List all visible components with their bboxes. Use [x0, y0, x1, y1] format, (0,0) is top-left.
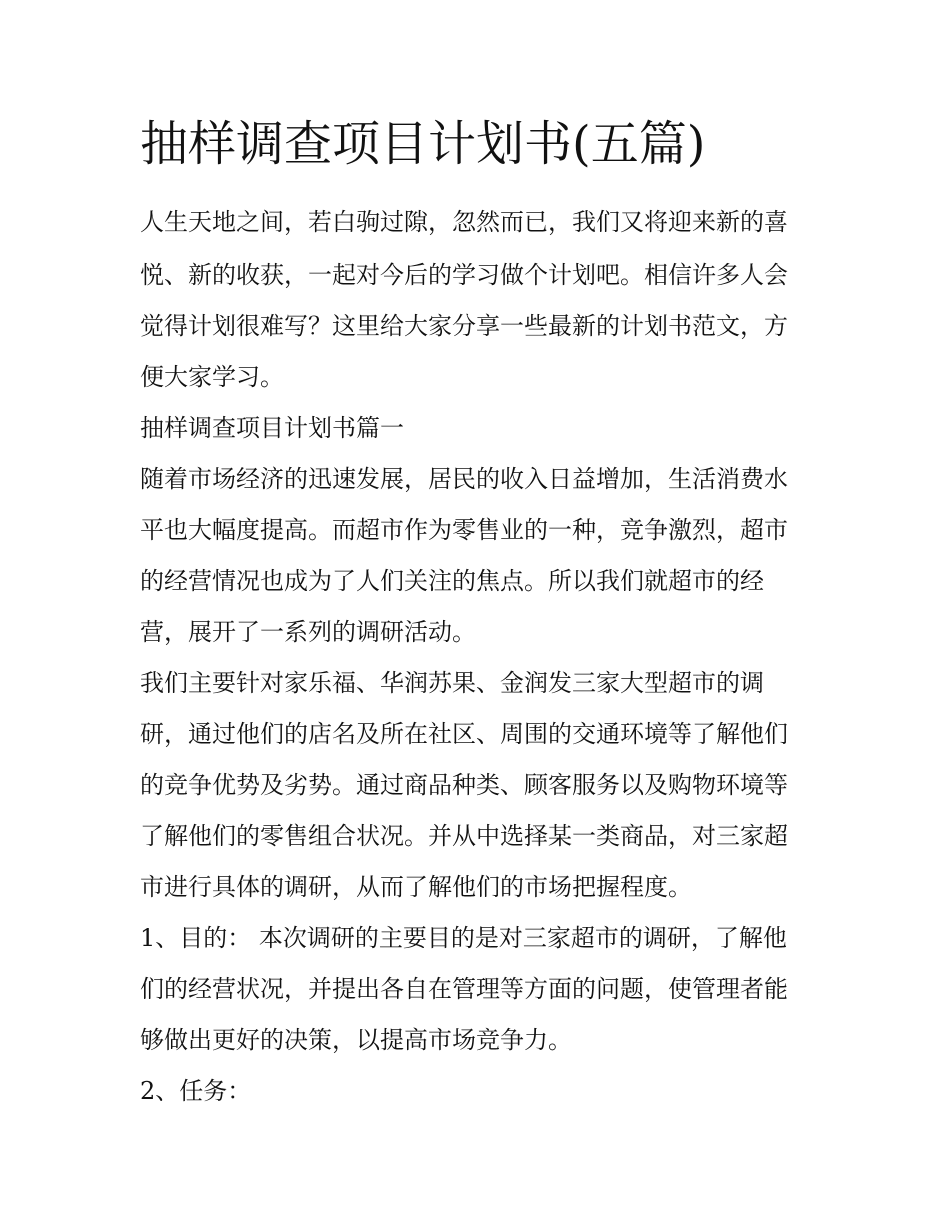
intro-line-4: 便大家学习。 — [140, 363, 284, 391]
body-line-9: 市进行具体的调研，从而了解他们的市场把握程度。 — [140, 873, 692, 901]
purpose-line-3: 够做出更好的决策，以提高市场竞争力。 — [140, 1026, 572, 1054]
intro-line-2: 悦、新的收获，一起对今后的学习做个计划吧。相信许多人会 — [140, 261, 788, 289]
body-line-8: 了解他们的零售组合状况。并从中选择某一类商品，对三家超 — [140, 822, 788, 850]
intro-line-3: 觉得计划很难写？这里给大家分享一些最新的计划书范文，方 — [140, 312, 788, 340]
body-line-6: 研，通过他们的店名及所在社区、周围的交通环境等了解他们 — [140, 720, 788, 748]
purpose-line-1: 1、目的： 本次调研的主要目的是对三家超市的调研，了解他 — [140, 924, 787, 952]
purpose-line-2: 们的经营状况，并提出各自在管理等方面的问题，使管理者能 — [140, 975, 788, 1003]
body-line-7: 的竞争优势及劣势。通过商品种类、顾客服务以及购物环境等 — [140, 771, 788, 799]
body-line-4: 营，展开了一系列的调研活动。 — [140, 618, 476, 646]
body-line-3: 的经营情况也成为了人们关注的焦点。所以我们就超市的经 — [140, 567, 764, 595]
body-line-2: 平也大幅度提高。而超市作为零售业的一种，竞争激烈，超市 — [140, 516, 788, 544]
body-line-1: 随着市场经济的迅速发展，居民的收入日益增加，生活消费水 — [140, 465, 788, 493]
task-heading: 2、任务： — [140, 1077, 252, 1105]
document-title: 抽样调查项目计划书(五篇) — [140, 116, 706, 172]
section-heading: 抽样调查项目计划书篇一 — [140, 414, 404, 442]
body-line-5: 我们主要针对家乐福、华润苏果、金润发三家大型超市的调 — [140, 669, 764, 697]
intro-line-1: 人生天地之间，若白驹过隙，忽然而已，我们又将迎来新的喜 — [140, 208, 788, 236]
